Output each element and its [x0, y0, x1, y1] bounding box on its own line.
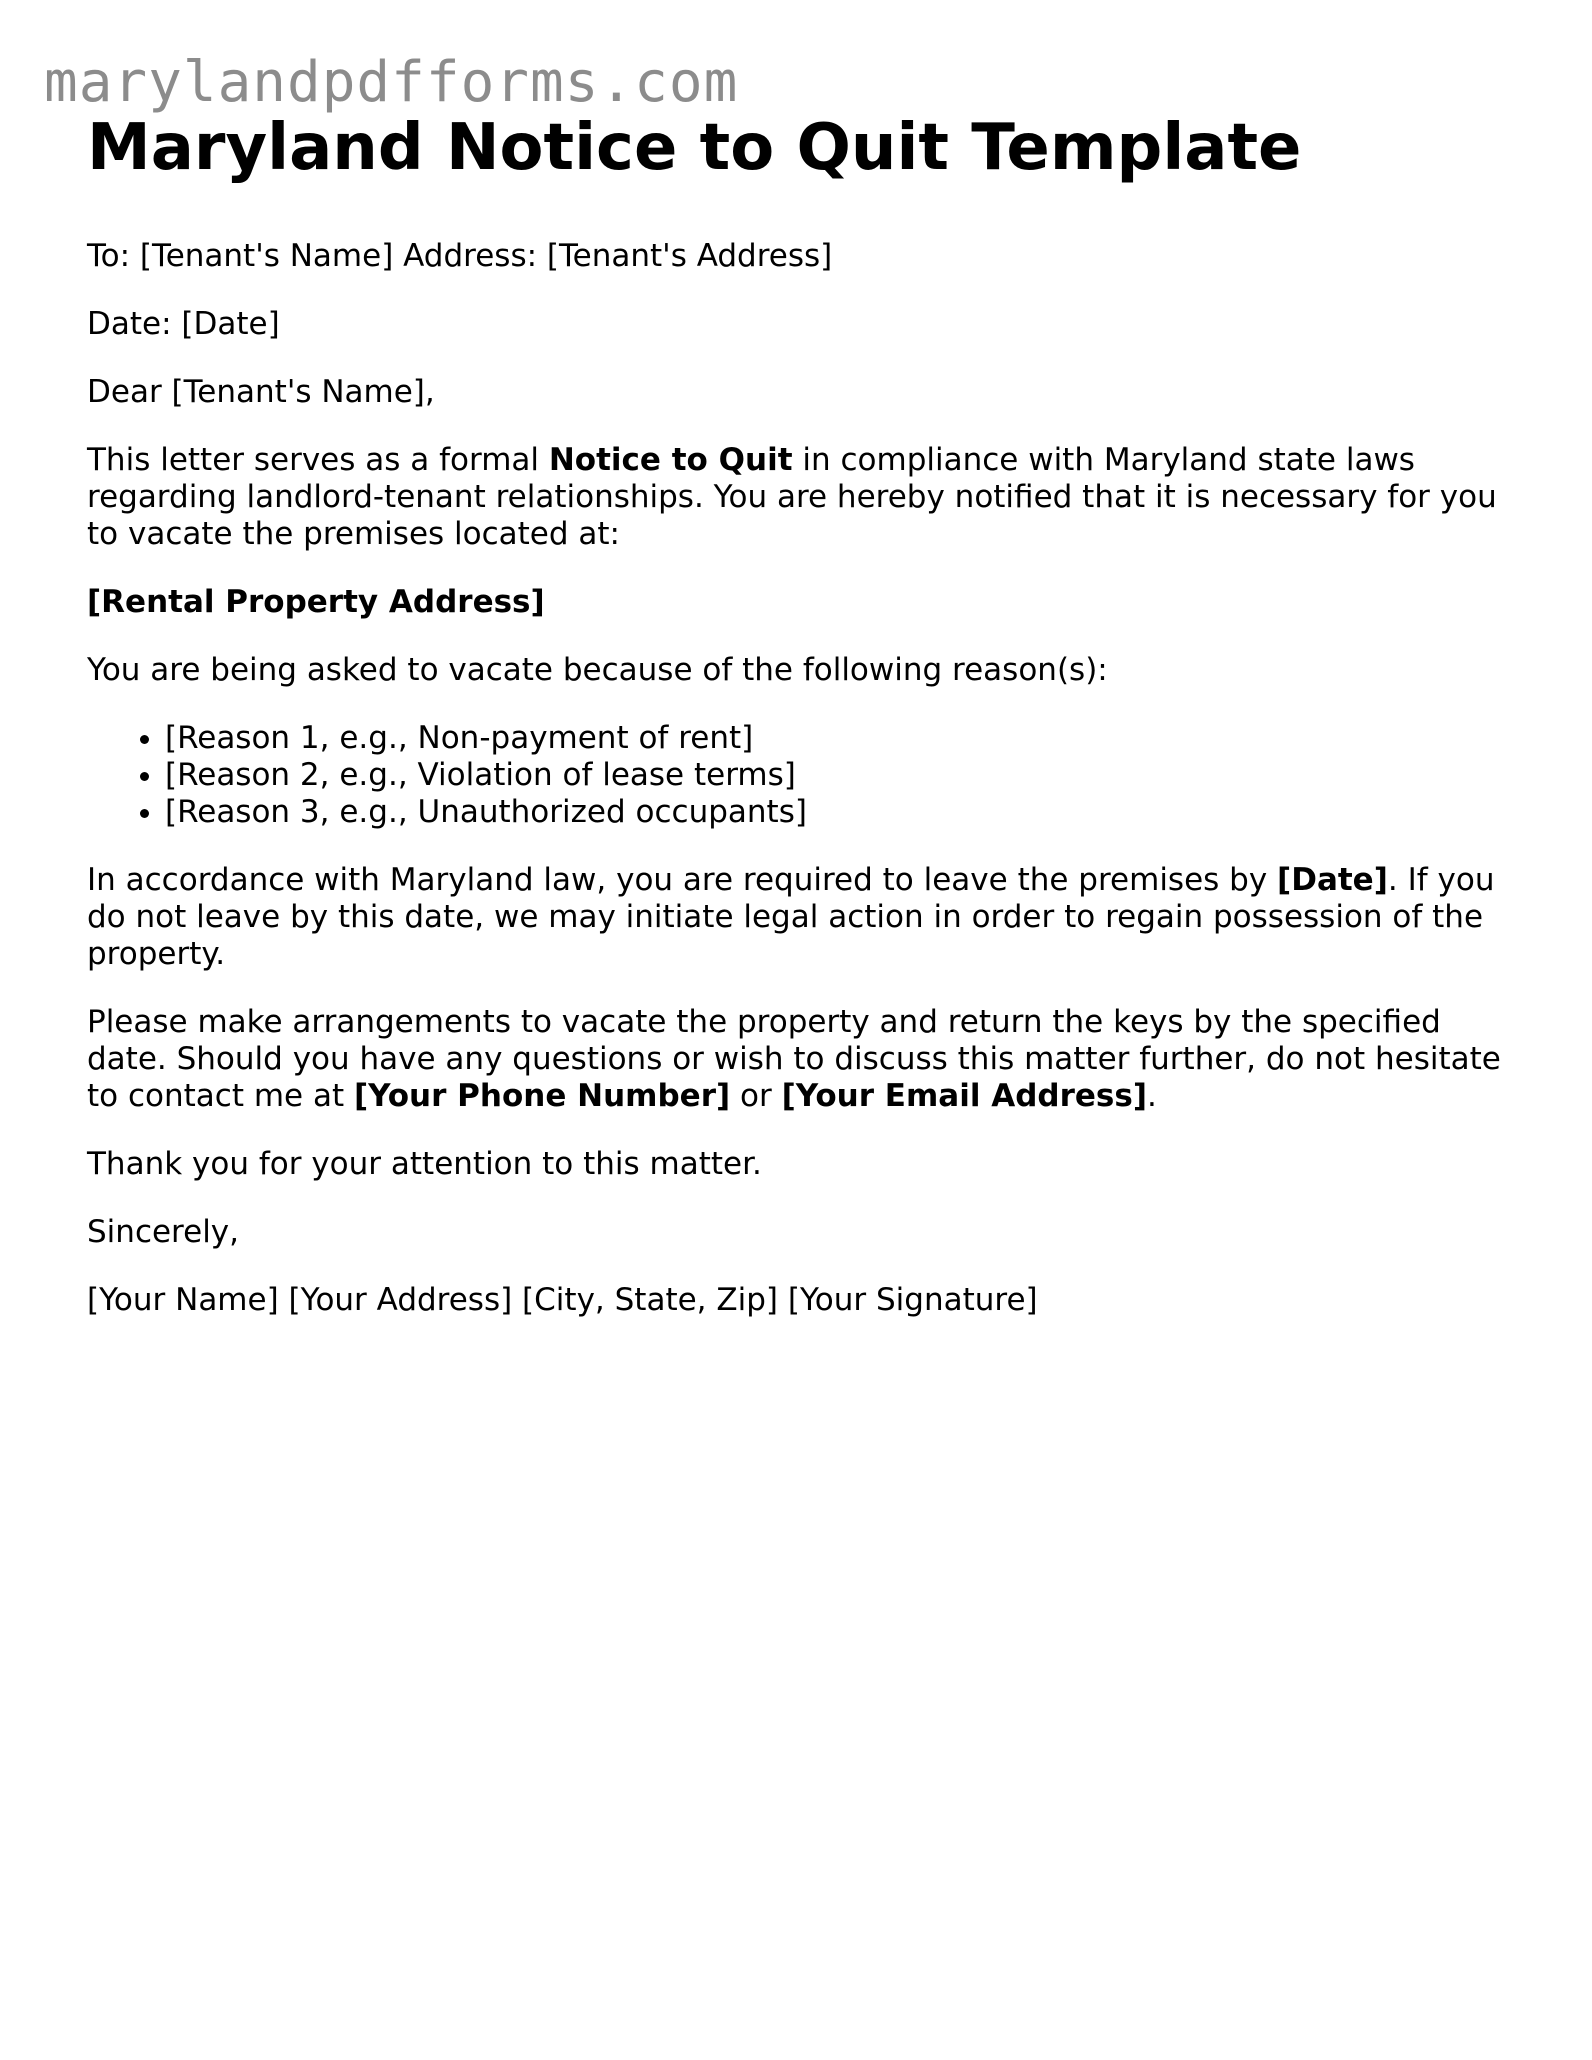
- notice-to-quit-term: Notice to Quit: [548, 442, 793, 478]
- arrangements-text-end: .: [1147, 1078, 1157, 1114]
- greeting: Dear [Tenant's Name],: [87, 374, 435, 410]
- closing-line: Sincerely,: [87, 1214, 240, 1250]
- recipient-line: To: [Tenant's Name] Address: [Tenant's Address]: [87, 238, 833, 274]
- intro-paragraph: [87, 442, 1507, 553]
- reasons-intro: You are being asked to vacate because of the following reason(s):: [87, 652, 1108, 688]
- list-item: • [Reason 2, e.g., Violation of lease terms]: [165, 757, 1507, 794]
- arrangements-paragraph: [87, 1004, 1507, 1115]
- intro-text-end: in compliance with Maryland state laws regarding landlord-tenant relationships. You are hereby notified that it is necessary for you to vacate the premises located at:: [87, 442, 1497, 552]
- watermark: marylandpdfforms.com: [44, 50, 739, 115]
- intro-text-start: This letter serves as a formal: [87, 442, 549, 478]
- thanks-line: Thank you for your attention to this matter.: [87, 1146, 762, 1182]
- document-body: [87, 108, 1507, 1350]
- deadline-paragraph: [87, 862, 1507, 973]
- phone-placeholder: [Your Phone Number]: [353, 1078, 731, 1114]
- list-item: • [Reason 1, e.g., Non-payment of rent]: [165, 720, 1507, 757]
- deadline-text-start: In accordance with Maryland law, you are required to leave the premises by: [87, 862, 1278, 898]
- list-item: • [Reason 3, e.g., Unauthorized occupants]: [165, 794, 1507, 831]
- property-address: [87, 584, 1507, 621]
- deadline-text-end: . If you do not leave by this date, we may initiate legal action in order to regain possession of the property.: [87, 862, 1495, 972]
- reasons-list: [87, 720, 1507, 831]
- deadline-date: [Date]: [1277, 862, 1388, 898]
- signature-block: [Your Name] [Your Address] [City, State, Zip] [Your Signature]: [87, 1282, 1038, 1318]
- arrangements-text-or: or: [730, 1078, 782, 1114]
- arrangements-text-start: Please make arrangements to vacate the property and return the keys by the specified date. Should you have any questions or wish to discuss this matter further, do not hesitate to contact me at: [87, 1004, 1501, 1114]
- property-address-text: [Rental Property Address]: [87, 584, 545, 620]
- email-placeholder: [Your Email Address]: [781, 1078, 1147, 1114]
- date-line: Date: [Date]: [87, 306, 280, 342]
- page-title: Maryland Notice to Quit Template: [87, 111, 1302, 185]
